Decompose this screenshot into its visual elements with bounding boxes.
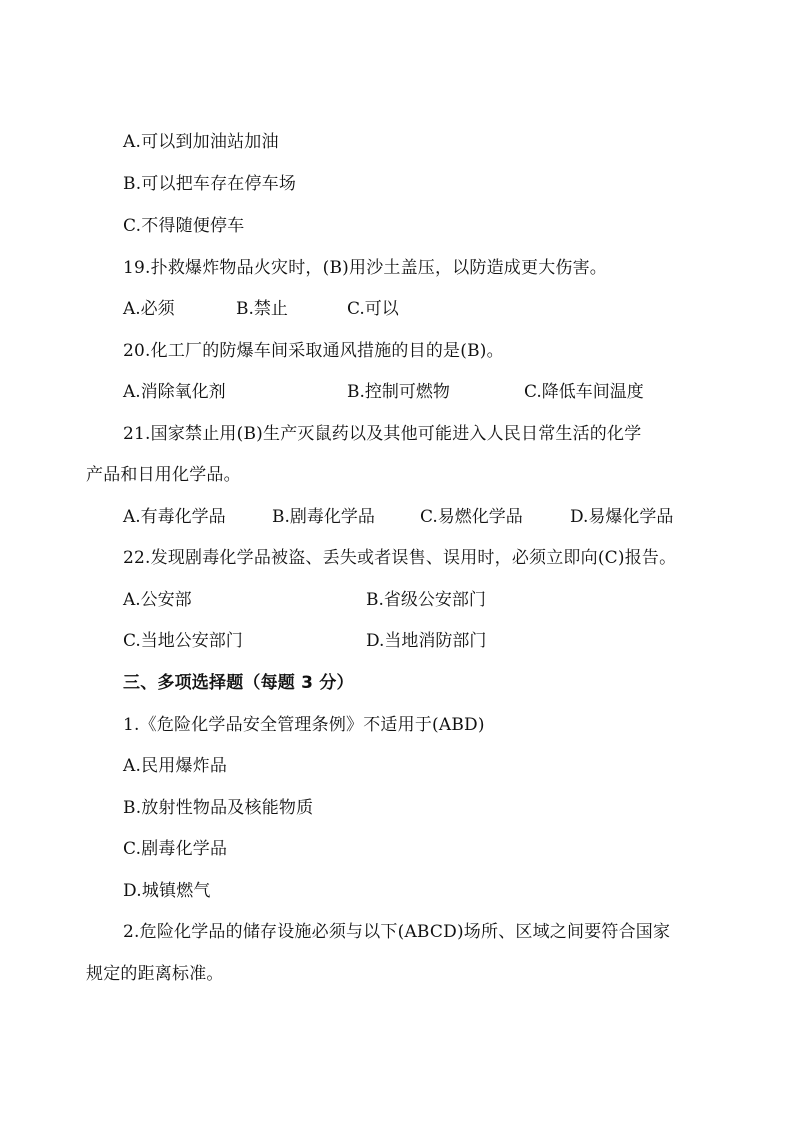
question-20: 20.化工厂的防爆车间采取通风措施的目的是(B)。 — [123, 341, 504, 361]
question-21-line1: 21.国家禁止用(B)生产灭鼠药以及其他可能进入人民日常生活的化学 — [123, 424, 642, 444]
option-d: D.当地消防部门 — [366, 631, 487, 651]
option-line: C.剧毒化学品 — [123, 839, 228, 859]
option-line: A.民用爆炸品 — [123, 756, 228, 776]
multi-question-1: 1.《危险化学品安全管理条例》不适用于(ABD) — [123, 715, 485, 735]
multi-question-2-line1: 2.危险化学品的储存设施必须与以下(ABCD)场所、区域之间要符合国家 — [123, 922, 671, 942]
option-c: C.降低车间温度 — [524, 382, 644, 402]
option-d: D.易爆化学品 — [570, 507, 674, 527]
option-line: A.可以到加油站加油 — [123, 132, 279, 152]
option-a: A.必须 — [123, 299, 175, 319]
option-line: B.放射性物品及核能物质 — [123, 798, 314, 818]
option-line: B.可以把车存在停车场 — [123, 174, 297, 194]
option-c: C.可以 — [347, 299, 399, 319]
section-heading: 三、多项选择题（每题 3 分） — [123, 673, 354, 693]
option-a: A.有毒化学品 — [123, 507, 226, 527]
option-line: C.不得随便停车 — [123, 216, 245, 236]
option-line: D.城镇燃气 — [123, 881, 211, 901]
question-19: 19.扑救爆炸物品火灾时，(B)用沙土盖压，以防造成更大伤害。 — [123, 258, 607, 278]
option-b: B.控制可燃物 — [347, 382, 450, 402]
option-a: A.公安部 — [123, 590, 192, 610]
option-b: B.禁止 — [236, 299, 288, 319]
question-22: 22.发现剧毒化学品被盗、丢失或者误售、误用时，必须立即向(C)报告。 — [123, 548, 677, 568]
option-c: C.易燃化学品 — [420, 507, 523, 527]
multi-question-2-line2: 规定的距离标准。 — [86, 964, 224, 984]
question-21-line2: 产品和日用化学品。 — [86, 465, 241, 485]
option-b: B.省级公安部门 — [366, 590, 486, 610]
option-c: C.当地公安部门 — [123, 631, 243, 651]
option-b: B.剧毒化学品 — [272, 507, 375, 527]
option-a: A.消除氧化剂 — [123, 382, 226, 402]
